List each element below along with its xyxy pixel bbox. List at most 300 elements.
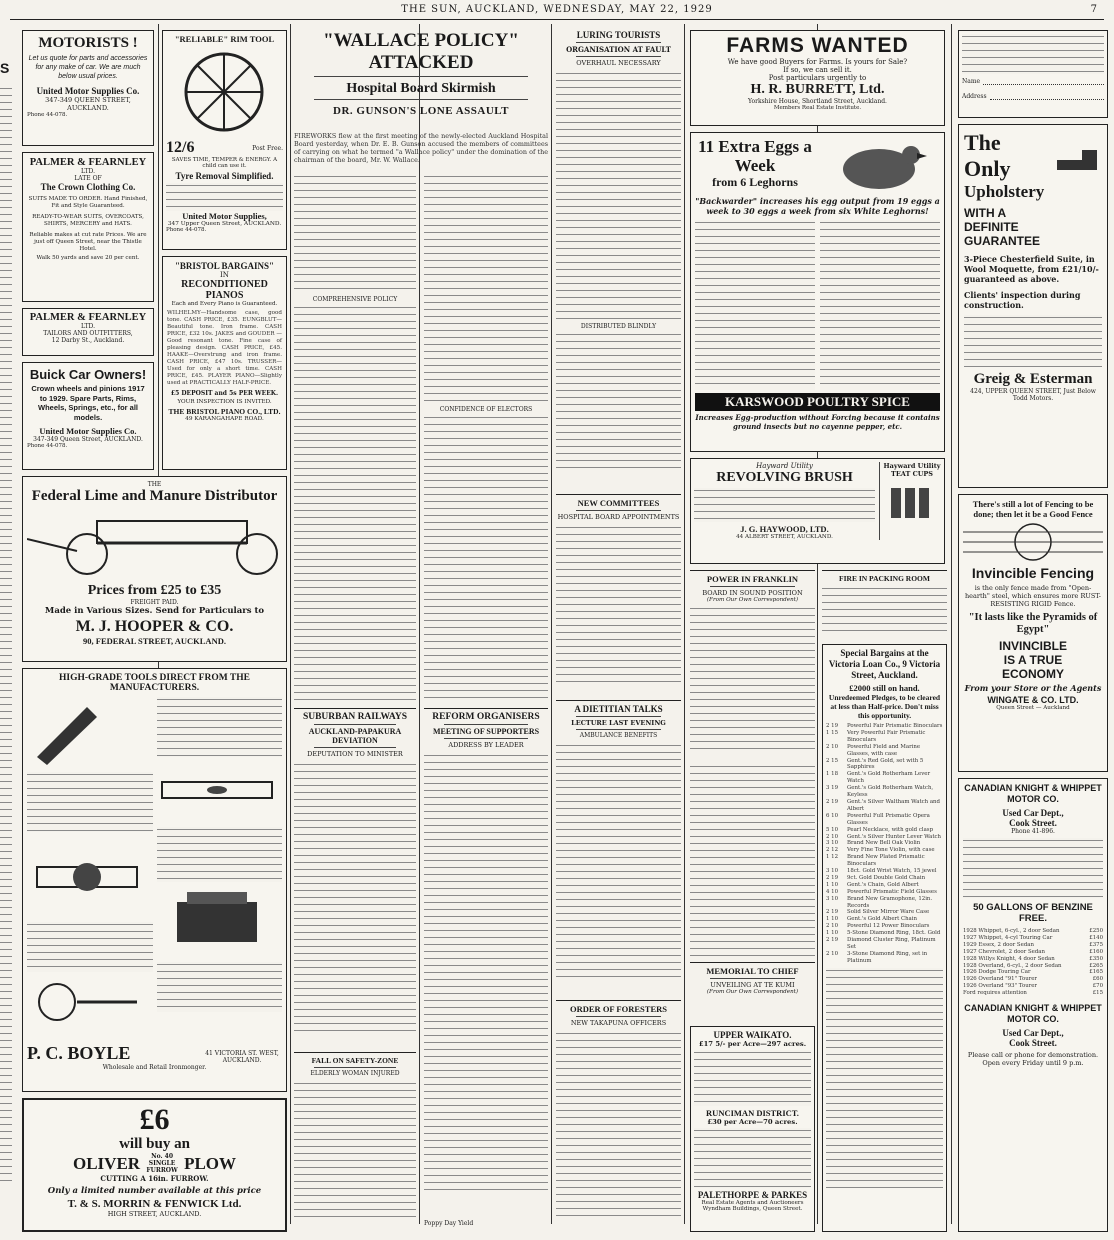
ad-address: 12 Darby St., Auckland.	[51, 337, 125, 344]
article-deck: BOARD IN SOUND POSITION	[702, 589, 803, 597]
item-price: 2 15	[826, 757, 839, 764]
price-row	[826, 834, 943, 841]
item-name: Brand New Bell Oak Violin	[847, 840, 921, 847]
ad-guarantee: Each and Every Piano is Guaranteed.	[171, 301, 278, 307]
price-row	[826, 909, 943, 916]
item-price: 4 10	[826, 888, 839, 895]
item-price: £15	[1092, 990, 1103, 997]
price-row	[826, 723, 943, 730]
gas-fitting-icon	[27, 977, 147, 1027]
item-name: Pearl Necklace, with gold clasp	[847, 826, 934, 833]
ad-body: is the only fence made from "Open-hearth" steel, which ensures more RUST-RESISTING RIGID Fence.	[965, 584, 1101, 608]
ad-body: Let us quote for parts and accessories for any make of car. We are much below usual prices.	[28, 55, 148, 80]
item-price: 3 10	[826, 840, 839, 847]
ad-the: The	[964, 130, 1001, 155]
price-row	[826, 744, 943, 758]
article-deck: OVERHAUL NECESSARY	[576, 59, 661, 67]
ad-address: 90, FEDERAL STREET, AUCKLAND.	[83, 636, 226, 646]
ad-friday: Open every Friday until 9 p.m.	[982, 1059, 1084, 1068]
ad-price: 12/6	[166, 139, 195, 156]
ad-suite: 3-Piece Chesterfield Suite, in Wool Moquette, from £21/10/- guaranteed as above.	[964, 254, 1099, 284]
ad-top: Hayward Utility	[756, 462, 813, 470]
hen-illustration	[819, 137, 939, 193]
article-deck: AMBULANCE BENEFITS	[579, 732, 658, 739]
buick-ad	[22, 362, 154, 470]
price-row	[963, 949, 1103, 956]
ad-sub: £17 5/- per Acre—297 acres.	[698, 1040, 807, 1048]
article-headline: NEW COMMITTEES	[577, 498, 660, 508]
article-source: (From Our Own Correspondent)	[706, 989, 799, 995]
coupon-name-label: Name	[962, 78, 981, 85]
canadian-knight-ad	[958, 778, 1108, 1232]
ad-company: United Motor Supplies Co.	[39, 426, 137, 436]
pledge-list	[826, 723, 943, 965]
ad-used: Used Car Dept.,	[1002, 808, 1064, 818]
ad-reliable: Reliable makes at cut rate Prices. We are just off Queen Street, near the Thistle Hotel.	[29, 232, 147, 252]
price-row	[826, 799, 943, 813]
item-price: 3 10	[826, 868, 839, 875]
item-name: Brand New Plated Prismatic Binoculars	[847, 854, 925, 868]
ad-company: H. R. BURRETT, Ltd.	[750, 82, 885, 97]
price-row	[963, 983, 1103, 990]
ad-heading: PALMER & FEARNLEY	[29, 312, 147, 323]
ad-line: We have good Buyers for Farms. Is yours for Sale?	[727, 58, 908, 66]
bristol-pianos-ad	[162, 256, 287, 470]
vice-icon	[157, 887, 277, 957]
article-deck: DEPUTATION TO MINISTER	[307, 750, 403, 758]
karswood-eggs-ad	[690, 132, 945, 452]
item-name: 1926 Overland "93" Tourer	[963, 983, 1038, 990]
article-headline: MEMORIAL TO CHIEF	[706, 966, 799, 976]
price-row	[826, 827, 943, 834]
article-source: (From Our Own Correspondent)	[706, 597, 799, 603]
hayward-brush-ad	[690, 458, 945, 564]
reform-organisers-article	[424, 708, 548, 1218]
item-price: 2 19	[826, 874, 839, 881]
price-row	[963, 935, 1103, 942]
article-deck: LECTURE LAST EVENING	[571, 719, 666, 727]
left-edge-strip	[0, 26, 12, 1226]
item-name: Powerful Full Prismatic Opera Glasses	[847, 812, 930, 826]
ad-address: 424, UPPER QUEEN STREET, Just Below Todd Motors.	[970, 388, 1096, 402]
ad-tagline: Wholesale and Retail Ironmonger.	[102, 1064, 207, 1071]
ad-company: United Motor Supplies Co.	[36, 86, 140, 96]
article-headline: Poppy Day Yield	[424, 1220, 474, 1227]
item-name: Very Fine Tone Violin, with case	[847, 847, 935, 854]
farms-wanted-ad	[690, 30, 945, 126]
ad-freight: FREIGHT PAID.	[130, 599, 179, 606]
item-name: 5-Stone Diamond Ring, 18ct. Gold	[847, 930, 941, 937]
ad-address: 347 Upper Queen Street, AUCKLAND.	[167, 221, 282, 227]
price-row	[826, 875, 943, 882]
ad-with: WITH A	[964, 206, 1007, 220]
item-price: 2 19	[826, 937, 839, 944]
ad-true: IS A TRUE	[1003, 653, 1063, 667]
wallace-article-header	[294, 30, 548, 130]
ad-company: WINGATE & CO. LTD.	[987, 695, 1079, 705]
ad-invincible: INVINCIBLE	[998, 639, 1067, 653]
memorial-article	[690, 962, 815, 1022]
item-name: Diamond Cluster Ring, Platinum Set	[847, 937, 936, 950]
ad-terms: £5 DEPOSIT and 5s PER WEEK.	[170, 390, 279, 397]
car-list	[963, 928, 1103, 997]
stocks-and-dies-icon	[27, 837, 147, 917]
ad-sub: £2000 still on hand.	[849, 683, 920, 693]
item-name: Powerful 12 Power Binoculars	[847, 923, 930, 930]
price-row	[963, 956, 1103, 963]
article-deck: UNVEILING AT TE KUMI	[710, 981, 795, 989]
item-price: 1 10	[826, 916, 839, 923]
ad-line: SAVES TIME, TEMPER & ENERGY. A child can use it.	[171, 157, 278, 169]
column-rule	[290, 24, 291, 1224]
price-row	[826, 868, 943, 875]
item-price: 2 19	[826, 909, 839, 916]
ad-price: £6	[139, 1103, 170, 1136]
article-deck: HOSPITAL BOARD APPOINTMENTS	[557, 513, 680, 521]
item-name: Brand New Gramophone, 12in. Records	[847, 895, 933, 909]
item-name: 1928 Whippet, 6-cyl., 2 door Sedan	[963, 928, 1060, 934]
article-headline: POWER IN FRANKLIN	[706, 574, 799, 584]
price-row	[963, 990, 1103, 997]
item-name: 9ct. Gold Double Gold Chain	[847, 874, 926, 881]
ad-company: Greig & Esterman	[973, 371, 1093, 387]
item-price: 5 10	[826, 826, 839, 833]
ad-from: From your Store or the Agents	[964, 683, 1102, 693]
ad-upholstery: Upholstery	[964, 182, 1045, 201]
ad-only: Only	[964, 156, 1011, 181]
ad-guarantee: GUARANTEE	[964, 234, 1041, 248]
rim-tool-illustration	[166, 44, 283, 139]
ad-company: THE BRISTOL PIANO CO., LTD.	[168, 407, 281, 416]
wallace-col-1	[294, 174, 416, 704]
ad-will: will buy an	[119, 1136, 190, 1152]
ad-address: 347-349 QUEEN STREET, AUCKLAND.	[45, 96, 131, 112]
ad-clients: Clients' inspection during construction.	[964, 290, 1081, 310]
ad-spice: KARSWOOD POULTRY SPICE	[695, 393, 940, 411]
item-price: 3 10	[826, 895, 839, 902]
price-row	[963, 976, 1103, 983]
item-name: Gent.'s Gold Rotherham Watch, Keyless	[847, 785, 934, 799]
ad-invite: YOUR INSPECTION IS INVITED.	[177, 399, 272, 405]
ad-heading: Special Bargains at the Victoria Loan Co., 9 Victoria Street, Auckland.	[828, 648, 941, 680]
foresters-article	[556, 1000, 681, 1232]
pointing-hand-icon	[1052, 130, 1102, 180]
article-headline: SUBURBAN RAILWAYS	[302, 712, 408, 722]
price-row	[963, 942, 1103, 949]
ad-heading: MOTORISTS !	[38, 35, 138, 51]
ad-address: 347-349 Queen Street, AUCKLAND.	[33, 436, 143, 443]
ad-line: Post particulars urgently to	[768, 74, 867, 82]
federal-distributor-ad	[22, 476, 287, 662]
item-price: £265	[1089, 962, 1103, 969]
ad-plow: PLOW	[184, 1153, 237, 1173]
item-name: 3-Stone Diamond Ring, set in Platinum	[847, 950, 928, 964]
item-name: Powerful Prismatic Field Glasses	[847, 888, 937, 895]
ad-company: M. J. HOOPER & CO.	[75, 618, 234, 635]
fence-wire-illustration	[963, 522, 1103, 562]
price-row	[826, 785, 943, 799]
item-name: 1928 Willys Knight, 4 door Sedan	[963, 955, 1055, 962]
item-price: 1 10	[826, 881, 839, 888]
new-committees-article	[556, 494, 681, 696]
item-price: 2 10	[826, 833, 839, 840]
article-headline: "WALLACE POLICY" ATTACKED	[323, 30, 519, 73]
price-row	[826, 930, 943, 937]
column-rule	[419, 24, 420, 1224]
ad-company-2: CANADIAN KNIGHT & WHIPPET MOTOR CO.	[964, 1003, 1102, 1025]
ad-the: THE	[147, 481, 162, 488]
ad-company: The Crown Clothing Co.	[40, 182, 136, 192]
item-price: 2 12	[826, 847, 839, 854]
article-headline: ORDER OF FORESTERS	[570, 1004, 667, 1014]
ad-quote: "Backwarder" increases his egg output from 19 eggs a week to 30 eggs a week from six White Leghorns!	[695, 196, 940, 216]
item-name: Very Powerful Fair Prismatic Binoculars	[847, 729, 926, 743]
ad-company: United Motor Supplies,	[182, 211, 267, 221]
item-price: 2 19	[826, 798, 839, 805]
price-row	[826, 882, 943, 889]
item-name: Powerful Field and Marine Glasses, with case	[847, 743, 921, 757]
price-row	[963, 928, 1103, 935]
article-deck: MEETING OF SUPPORTERS	[432, 727, 540, 736]
ad-heading: FARMS WANTED	[726, 34, 909, 57]
ad-tagline: Increases Egg-production without Forcing because it contains ground insects but no cayenne pepper, etc.	[695, 413, 940, 431]
price-row	[826, 896, 943, 910]
ad-address: Queen Street — Auckland	[996, 705, 1070, 711]
oliver-plow-ad	[22, 1098, 287, 1232]
item-name: 1928 Overland, 6-cyl., 2 door Sedan	[963, 962, 1062, 969]
ad-phone: Phone 44-078.	[27, 443, 68, 449]
left-edge-text	[0, 86, 12, 1186]
item-price: 1 18	[826, 771, 839, 778]
item-name: Powerful Fair Prismatic Binoculars	[847, 723, 943, 729]
ad-sub: IN	[220, 271, 229, 279]
price-row	[826, 758, 943, 772]
item-name: 1927 Chevrolet, 2 door Sedan	[963, 948, 1045, 955]
coupon-address-label: Address	[962, 93, 987, 100]
ad-heading: 11 Extra Eggs a Week	[698, 137, 812, 175]
coupon-box	[958, 30, 1108, 118]
ad-cutting: CUTTING A 16in. FURROW.	[100, 1174, 209, 1183]
article-headline: FIRE IN PACKING ROOM	[839, 574, 930, 583]
ad-company: T. & S. MORRIN & FENWICK Ltd.	[67, 1198, 242, 1210]
item-price: 2 10	[826, 950, 839, 957]
ad-heading: Invincible Fencing	[971, 565, 1095, 581]
high-grade-tools-ad	[22, 668, 287, 1092]
item-price: £375	[1089, 941, 1103, 948]
wallace-col-2	[424, 174, 548, 704]
item-price: 3 19	[826, 785, 839, 792]
teat-cups-icon	[883, 478, 939, 530]
coupon-address-row	[962, 93, 1104, 100]
ad-address: 44 ALBERT STREET, AUCKLAND.	[736, 534, 833, 540]
ad-body: WILHELMY—Handsome case, good tone. CASH PRICE, £35. EUNGBLUT—Beautiful tone. Iron frame. CASH PRICE, £32 10s. JAKES and GOUDER — Good resonant tone. Fine case of pleasing design. CASH PRICE, £45. HAAKE—Overstrung and iron frame. CASH PRICE, £47 10s. TRUSSER—Used for only a short time. CASH PRICE, £45. PLAYER PIANO—Slightly used at PRACTICALLY HALF-PRICE.	[167, 310, 282, 386]
item-name: 1929 Essex, 2 door Sedan	[963, 941, 1034, 948]
price-row	[963, 969, 1103, 976]
ad-phone: Phone 44-078.	[27, 112, 68, 118]
distributor-illustration	[27, 509, 282, 579]
left-edge-letter: S	[0, 60, 10, 76]
article-deck: NEW TAKAPUNA OFFICERS	[570, 1019, 667, 1027]
item-name: Gent.'s Silver Waltham Watch and Albert	[847, 798, 940, 812]
upper-waikato-ad	[690, 1026, 815, 1232]
victoria-loan-ad	[822, 644, 947, 1232]
ad-unredeemed: Unredeemed Pledges, to be cleared at less than Half-price. Don't miss this opportunity.	[828, 693, 941, 720]
item-price: £60	[1092, 976, 1103, 983]
ad-suits: SUITS MADE TO ORDER. Hand Finished, Fit and Style Guaranteed.	[28, 196, 148, 209]
ad-body: Crown wheels and pinions 1917 to 1929. Spare Parts, Rims, Wheels, Springs, etc., for all models.	[31, 384, 145, 422]
ad-agents: PALETHORPE & PARKES	[697, 1190, 808, 1200]
price-row	[826, 923, 943, 930]
ad-heading: HIGH-GRADE TOOLS DIRECT FROM THE MANUFACTURERS.	[59, 673, 250, 693]
ad-company: J. G. HAYWOOD, LTD.	[740, 524, 829, 534]
ad-company: CANADIAN KNIGHT & WHIPPET MOTOR CO.	[964, 783, 1102, 804]
ad-member: Members Real Estate Institute.	[773, 105, 862, 111]
ad-address: HIGH STREET, AUCKLAND.	[107, 1210, 202, 1218]
suburban-railways-article	[294, 708, 416, 1048]
column-rule	[951, 24, 952, 1224]
ad-prices: Prices from £25 to £35	[87, 583, 222, 598]
motorists-ad	[22, 30, 154, 146]
hay-knife-icon	[27, 697, 147, 767]
ad-oliver: OLIVER	[72, 1153, 141, 1173]
ad-body	[166, 183, 283, 211]
article-deck: ADDRESS BY LEADER	[448, 741, 524, 749]
palmer-fearnley-ad	[22, 152, 154, 302]
item-name: Gent.'s Red Gold, set with 5 Sapphires	[847, 757, 924, 771]
price-row	[826, 730, 943, 744]
item-price: 2 10	[826, 923, 839, 930]
article-headline: FALL ON SAFETY-ZONE	[311, 1056, 399, 1065]
ad-only: Only a limited number available at this price	[47, 1186, 262, 1196]
masthead	[10, 4, 1104, 20]
ad-late: LATE OF	[74, 175, 102, 182]
safety-zone-article	[294, 1052, 416, 1232]
ad-post: Post Free.	[252, 144, 283, 152]
article-subheading: DISTRIBUTED BLINDLY	[580, 323, 657, 330]
ad-tagline: Real Estate Agents and Auctioneers Wyndham Buildings, Queen Street.	[701, 1200, 804, 1212]
ad-cook: Cook Street.	[1009, 818, 1057, 828]
column-rule	[551, 24, 552, 1224]
ad-heading: Buick Car Owners!	[29, 367, 147, 382]
price-row	[826, 937, 943, 951]
ad-line: If so, we can sell it.	[783, 66, 852, 74]
item-name: Gent.'s Chain, Gold Albert	[847, 881, 919, 888]
ad-ready: READY-TO-WEAR SUITS, OVERCOATS, SHIRTS, MERCERY and HATS.	[32, 214, 144, 227]
ad-top: There's still a lot of Fencing to be done; then let it be a Good Fence	[972, 499, 1094, 519]
price-row	[826, 840, 943, 847]
article-headline: A DIETITIAN TALKS	[574, 704, 663, 714]
item-price: £140	[1089, 934, 1103, 941]
ad-ltd: LTD.	[80, 168, 95, 175]
item-price: 2 10	[826, 743, 839, 750]
article-headline: REFORM ORGANISERS	[432, 712, 540, 722]
price-row	[826, 951, 943, 965]
invincible-fencing-ad	[958, 494, 1108, 772]
article-subhead: Hospital Board Skirmish	[346, 81, 496, 96]
article-deck: AUCKLAND-PAPAKURA DEVIATION	[308, 727, 402, 745]
ad-heading: Federal Lime and Manure Distributor	[31, 488, 278, 504]
article-deck: DR. GUNSON'S LONE ASSAULT	[333, 105, 509, 117]
ad-company: P. C. BOYLE	[27, 1043, 131, 1063]
ad-economy: ECONOMY	[1001, 667, 1064, 681]
article-headline: LURING TOURISTS	[576, 30, 661, 40]
article-deck: ORGANISATION AT FAULT	[566, 45, 671, 54]
item-price: 1 12	[826, 854, 839, 861]
ad-sizes: Made in Various Sizes. Send for Particulars to	[44, 606, 265, 616]
article-deck: ELDERLY WOMAN INJURED	[310, 1070, 400, 1077]
ad-definite: DEFINITE	[964, 220, 1019, 234]
ad-no: No. 40 SINGLE FURROW	[146, 1153, 178, 1174]
price-row	[826, 813, 943, 827]
item-price: 2 19	[826, 723, 839, 729]
ad-walk: Walk 50 yards and save 20 per cent.	[36, 255, 140, 261]
ad-tagline: TAILORS AND OUTFITTERS,	[43, 330, 133, 337]
ad-address: 41 VICTORIA ST. WEST, AUCKLAND.	[205, 1050, 279, 1064]
ad-phone: Phone 41-896.	[1011, 828, 1055, 835]
item-name: Gent.'s Silver Hunter Lever Watch	[847, 833, 942, 840]
poppy-day-article	[424, 1220, 548, 1234]
price-row	[826, 916, 943, 923]
ad-lasts: "It lasts like the Pyramids of Egypt"	[968, 612, 1098, 635]
ad-used-2: Used Car Dept.,	[1002, 1028, 1064, 1039]
rim-tool-ad	[162, 30, 287, 250]
price-row	[963, 963, 1103, 970]
item-name: 1926 Dodge Touring Car	[963, 969, 1031, 976]
item-price: £250	[1089, 928, 1103, 934]
item-name: Ford requires attention	[963, 990, 1027, 997]
item-price: 1 15	[826, 729, 839, 736]
item-price: 6 10	[826, 812, 839, 819]
ad-heading: UPPER WAIKATO.	[713, 1030, 792, 1040]
ad-subhead: from 6 Leghorns	[712, 175, 798, 189]
tools-illustrations	[27, 697, 282, 1037]
ad-heading: PALMER & FEARNLEY	[29, 157, 147, 168]
column-rule	[684, 24, 685, 1224]
ad-ltd: LTD.	[80, 323, 95, 330]
ad-subhead: Tyre Removal Simplified.	[175, 171, 274, 181]
ad-price: £30 per Acre—70 acres.	[707, 1118, 798, 1126]
item-price: £70	[1092, 983, 1103, 990]
ad-ring: Please call or phone for demonstration.	[967, 1051, 1099, 1060]
item-name: 18ct. Gold Wrist Watch, 15 jewel	[847, 868, 937, 875]
item-name: 1926 Overland "91" Tourer	[963, 976, 1038, 983]
palmer-tailors-ad	[22, 308, 154, 356]
item-price: £160	[1089, 948, 1103, 955]
coupon-name-row	[962, 78, 1104, 85]
article-subheading: COMPREHENSIVE POLICY	[312, 296, 398, 303]
ad-cook-2: Cook Street.	[1009, 1038, 1057, 1049]
ad-heading: REVOLVING BRUSH	[716, 470, 853, 485]
page-number: 7	[1090, 4, 1098, 15]
wallace-lead: FIREWORKS flew at the first meeting of the newly-elected Auckland Hospital Board yesterday, when Dr. E. B. Gunson accused the members of committees of carrying on what he termed "a Wallace policy" under the domination of the chairman of the board, Mr. W. Wallace.	[294, 132, 548, 164]
ad-district: RUNCIMAN DISTRICT.	[706, 1108, 799, 1118]
ad-heading: "BRISTOL BARGAINS"	[174, 261, 275, 271]
price-row	[826, 771, 943, 785]
ad-phone: Phone 44-078.	[166, 227, 207, 233]
item-price: £350	[1089, 955, 1103, 962]
ad-address: 49 KARANGAHAPE ROAD.	[185, 416, 264, 422]
greig-esterman-ad	[958, 124, 1108, 488]
item-name: Solid Silver Mirror Ware Case	[847, 909, 930, 916]
item-name: 1927 Whippet, 4-cyl Touring Car	[963, 934, 1053, 941]
luring-tourists-article	[556, 30, 681, 490]
franklin-continued	[690, 764, 815, 960]
ad-teat: Hayward Utility TEAT CUPS	[883, 462, 941, 478]
ad-main: RECONDITIONED PIANOS	[181, 279, 268, 301]
dietitian-article	[556, 700, 681, 995]
power-in-franklin-article	[690, 570, 815, 760]
item-price: 1 10	[826, 930, 839, 937]
